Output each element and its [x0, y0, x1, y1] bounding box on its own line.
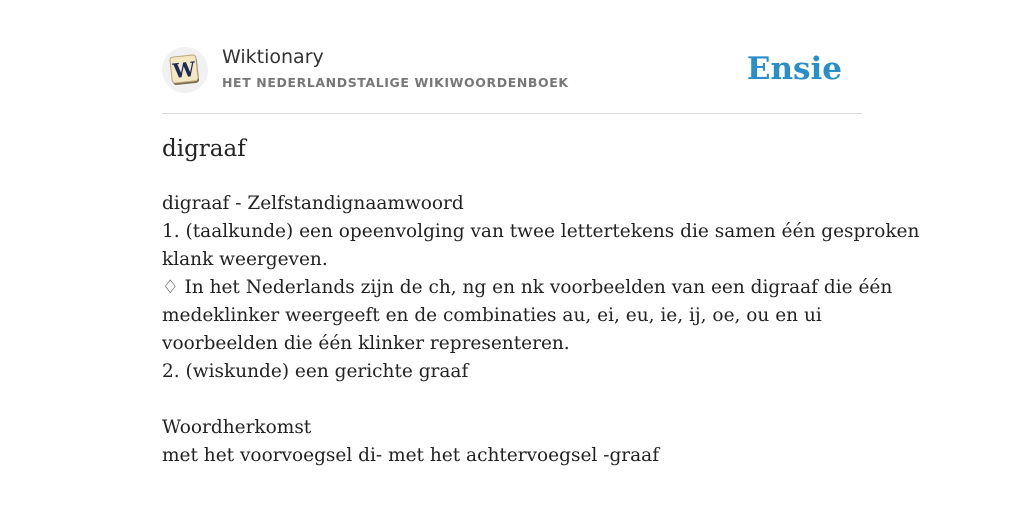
entry-line: klank weergeven.	[162, 249, 328, 270]
logo-letter: W	[171, 56, 197, 84]
entry-line: ♢ In het Nederlands zijn de ch, ng en nk voorbeelden van een digraaf die één	[162, 277, 893, 298]
site-tagline: HET NEDERLANDSTALIGE WIKIWOORDENBOEK	[222, 75, 569, 90]
header-divider	[162, 113, 862, 114]
etymology-text: met het voorvoegsel di- met het achtervoegsel -graaf	[162, 445, 660, 466]
entry-line: 2. (wiskunde) een gerichte graaf	[162, 361, 469, 382]
spacer	[162, 386, 862, 414]
entry-line: voorbeelden die één klinker representeren.	[162, 333, 570, 354]
site-name[interactable]: Wiktionary	[222, 46, 324, 68]
entry-line: medeklinker weergeeft en de combinaties au, ei, eu, ie, ij, oe, ou en ui	[162, 305, 822, 326]
entry-title: digraaf	[162, 136, 246, 162]
site-header	[162, 44, 862, 98]
entry-line: 1. (taalkunde) een opeenvolging van twee lettertekens die samen één gesproken	[162, 221, 920, 242]
entry-body	[162, 190, 920, 470]
wiktionary-logo-icon[interactable]	[162, 47, 208, 93]
wiktionary-tile-icon	[168, 53, 202, 87]
etymology-heading: Woordherkomst	[162, 417, 312, 438]
ensie-brand-link[interactable]: Ensie	[746, 51, 842, 87]
entry-line: digraaf - Zelfstandignaamwoord	[162, 193, 464, 214]
